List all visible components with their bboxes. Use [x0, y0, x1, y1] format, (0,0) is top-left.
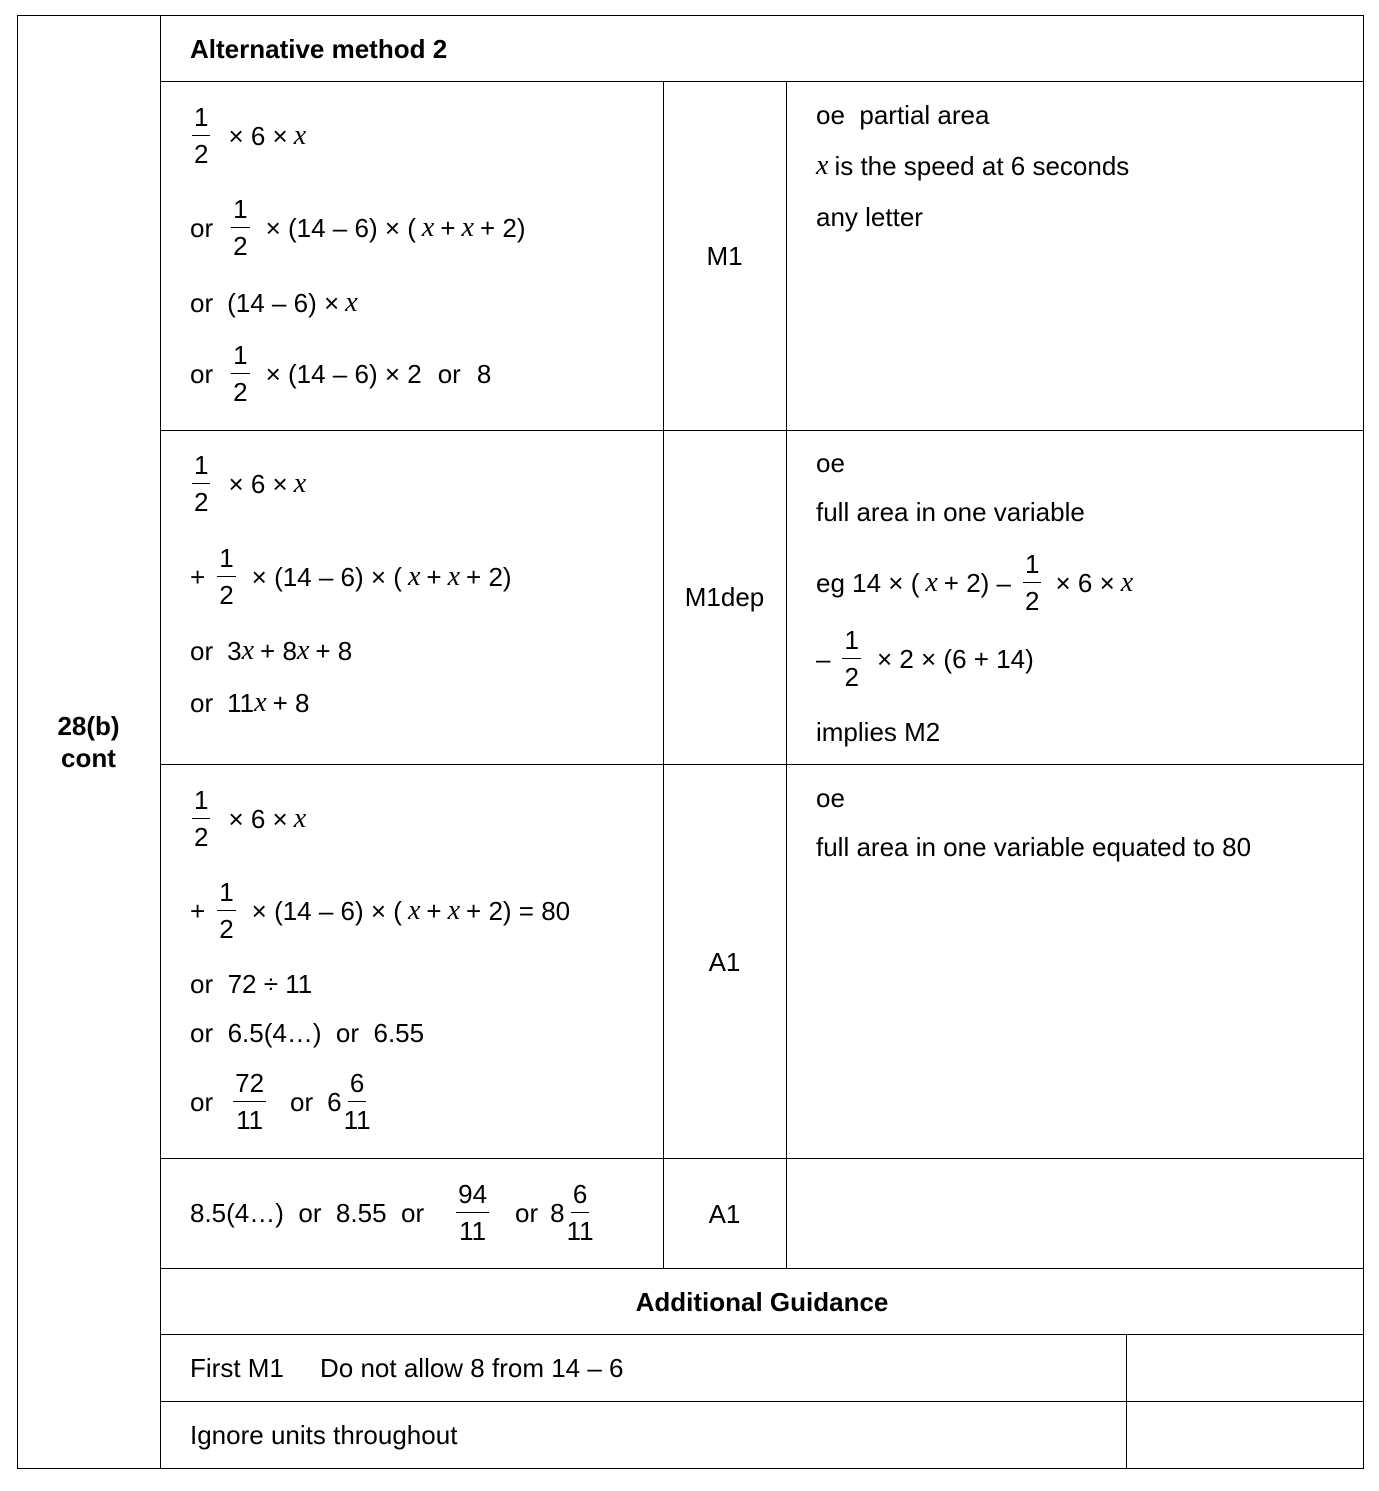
divider-row1 — [160, 430, 1364, 431]
row2-comment4: – $\frac{1}{2}$ × 2 × (6 + 14) — [816, 625, 1034, 692]
row2-comment1: oe — [816, 448, 845, 478]
row2-work-line1: $\frac{1}{2}$ × 6 × x — [194, 450, 307, 517]
row2-mark: M1dep — [684, 582, 765, 612]
question-label — [17, 710, 160, 774]
row3-work-line1: $\frac{1}{2}$ × 6 × x — [194, 785, 307, 852]
row3-comment1: oe — [816, 783, 845, 813]
fraction: $\frac{1}{2}$ — [194, 450, 209, 517]
row2-work-line2: + $\frac{1}{2}$ × (14 – 6) × ( x + x + 2) — [190, 543, 512, 610]
fraction: $\frac{1}{2}$ — [233, 340, 248, 407]
fraction: $\frac{1}{2}$ — [233, 194, 248, 261]
row2-comment5: implies M2 — [816, 717, 941, 747]
guidance-item-2: Ignore units throughout — [190, 1420, 458, 1450]
guidance-item-1: First M1 Do not allow 8 from 14 – 6 — [190, 1353, 624, 1383]
row2-work-line4: or 11 x + 8 — [190, 687, 310, 718]
fraction: $\frac{1}{2}$ — [844, 625, 859, 692]
divider-row4 — [160, 1268, 1364, 1269]
row2-work-line3: or 3 x + 8 x + 8 — [190, 635, 353, 666]
row1-comment1: oe partial area — [816, 100, 990, 130]
row4-mark: A1 — [708, 1199, 741, 1229]
mixed-number: 6 $\frac{6}{11}$ — [327, 1068, 371, 1135]
fraction: $\frac{1}{2}$ — [219, 543, 234, 610]
fraction: $\frac{72}{11}$ — [235, 1068, 265, 1135]
row2-comment3: eg 14 × ( x + 2) – $\frac{1}{2}$ × 6 × x — [816, 549, 1134, 616]
row3-mark: A1 — [708, 947, 741, 977]
row3-work-line2: + $\frac{1}{2}$ × (14 – 6) × ( x + x + 2) = 80 — [190, 877, 571, 944]
divider-guidance-column — [1126, 1334, 1127, 1469]
divider-guidance-item — [160, 1401, 1364, 1402]
fraction: $\frac{1}{2}$ — [194, 785, 209, 852]
question-cont: cont — [61, 743, 116, 773]
table-border-top — [17, 15, 1364, 16]
row1-comment2: x is the speed at 6 seconds — [816, 150, 1130, 181]
fraction: $\frac{1}{2}$ — [219, 877, 234, 944]
row1-work-line2: or $\frac{1}{2}$ × (14 – 6) × ( x + x + 2) — [190, 194, 526, 261]
row3-comment2: full area in one variable equated to 80 — [816, 832, 1252, 862]
row1-work-line4: or $\frac{1}{2}$ × (14 – 6) × 2 or 8 — [190, 340, 492, 407]
divider-question-column — [160, 15, 161, 1469]
row1-work-line3: or (14 – 6) × x — [190, 287, 358, 318]
method-title: Alternative method 2 — [190, 34, 448, 64]
row1-comment3: any letter — [816, 202, 923, 232]
row4-work: 8.5(4…) or 8.55 or $\frac{94}{11}$ or 8 $\frac{6}{11}$ — [190, 1179, 594, 1246]
divider-mark-comment — [786, 81, 787, 1269]
divider-row2 — [160, 764, 1364, 765]
guidance-title: Additional Guidance — [635, 1287, 889, 1317]
row3-work-line5: or $\frac{72}{11}$ or 6 $\frac{6}{11}$ — [190, 1068, 371, 1135]
fraction: $\frac{1}{2}$ — [194, 102, 209, 169]
table-border-right — [1363, 15, 1364, 1469]
row3-work-line3: or 72 ÷ 11 — [190, 969, 313, 999]
fraction: $\frac{94}{11}$ — [458, 1179, 488, 1246]
row2-comment2: full area in one variable — [816, 497, 1085, 527]
divider-row3 — [160, 1158, 1364, 1159]
row1-mark: M1 — [706, 241, 743, 271]
question-number: 28(b) — [57, 711, 120, 741]
row3-work-line4: or 6.5(4…) or 6.55 — [190, 1018, 425, 1048]
fraction: $\frac{1}{2}$ — [1025, 549, 1040, 616]
row1-work-line1: $\frac{1}{2}$ × 6 × x — [194, 102, 307, 169]
mixed-number: 8 $\frac{6}{11}$ — [550, 1179, 594, 1246]
table-border-bottom — [17, 1468, 1364, 1469]
divider-guidance-title — [160, 1334, 1364, 1335]
divider-title — [160, 81, 1364, 82]
